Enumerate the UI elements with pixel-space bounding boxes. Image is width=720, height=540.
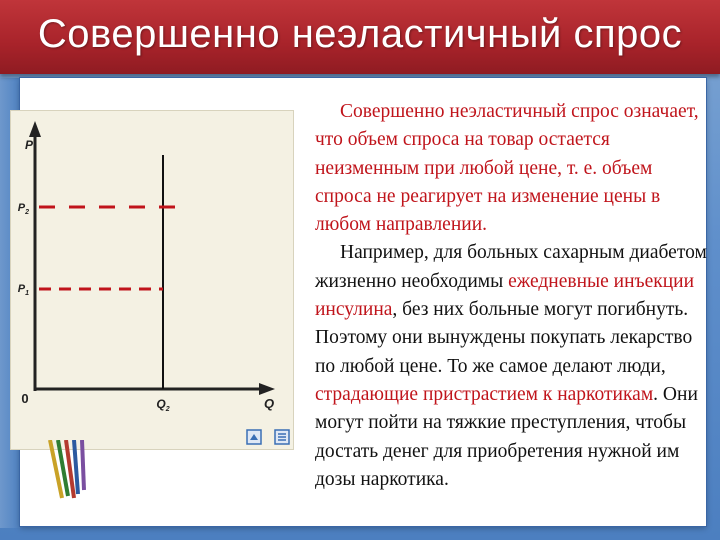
x-axis-arrow: [259, 383, 275, 395]
price-high-label: $P_2$: [17, 202, 29, 216]
highlight-drugs: страдающие пристрастием к наркотикам: [315, 383, 654, 405]
y-axis-label: P: [24, 138, 33, 152]
slide-title: Совершенно неэластичный спрос: [37, 12, 683, 56]
title-bar: [0, 0, 720, 74]
quantity-label: $Q_2$: [156, 397, 170, 413]
text-content: [315, 98, 710, 494]
demand-graph: [10, 110, 294, 450]
slide-nav-icons[interactable]: [245, 428, 295, 446]
price-low-label: $P_1$: [17, 283, 29, 297]
origin-label: 0: [21, 391, 29, 406]
definition-paragraph: Совершенно неэластичный спрос означает, что объем спроса на товар остается неизменным при любой цене, т. е. объем спроса не реагирует на изменение цены в любом направлении.: [315, 101, 699, 236]
example-paragraph: Например, для больных сахарным диабетом жизненно необходимы ежедневные инъекции инсулина, без них больные могут погибнуть. Поэтому они вынуждены покупать лекарство по любой цене. То же самое делают люди, страдающие пристрастием к наркотикам. Они могут пойти на тяжкие преступления, чтобы достать денег для приобретения нужной им дозы наркотика.: [315, 242, 707, 490]
x-axis-label: Q: [263, 396, 275, 411]
highlight-insulin: ежедневные инъекции инсулина: [315, 270, 695, 321]
y-axis-arrow: [29, 121, 41, 137]
pencils-decor: [40, 440, 110, 500]
